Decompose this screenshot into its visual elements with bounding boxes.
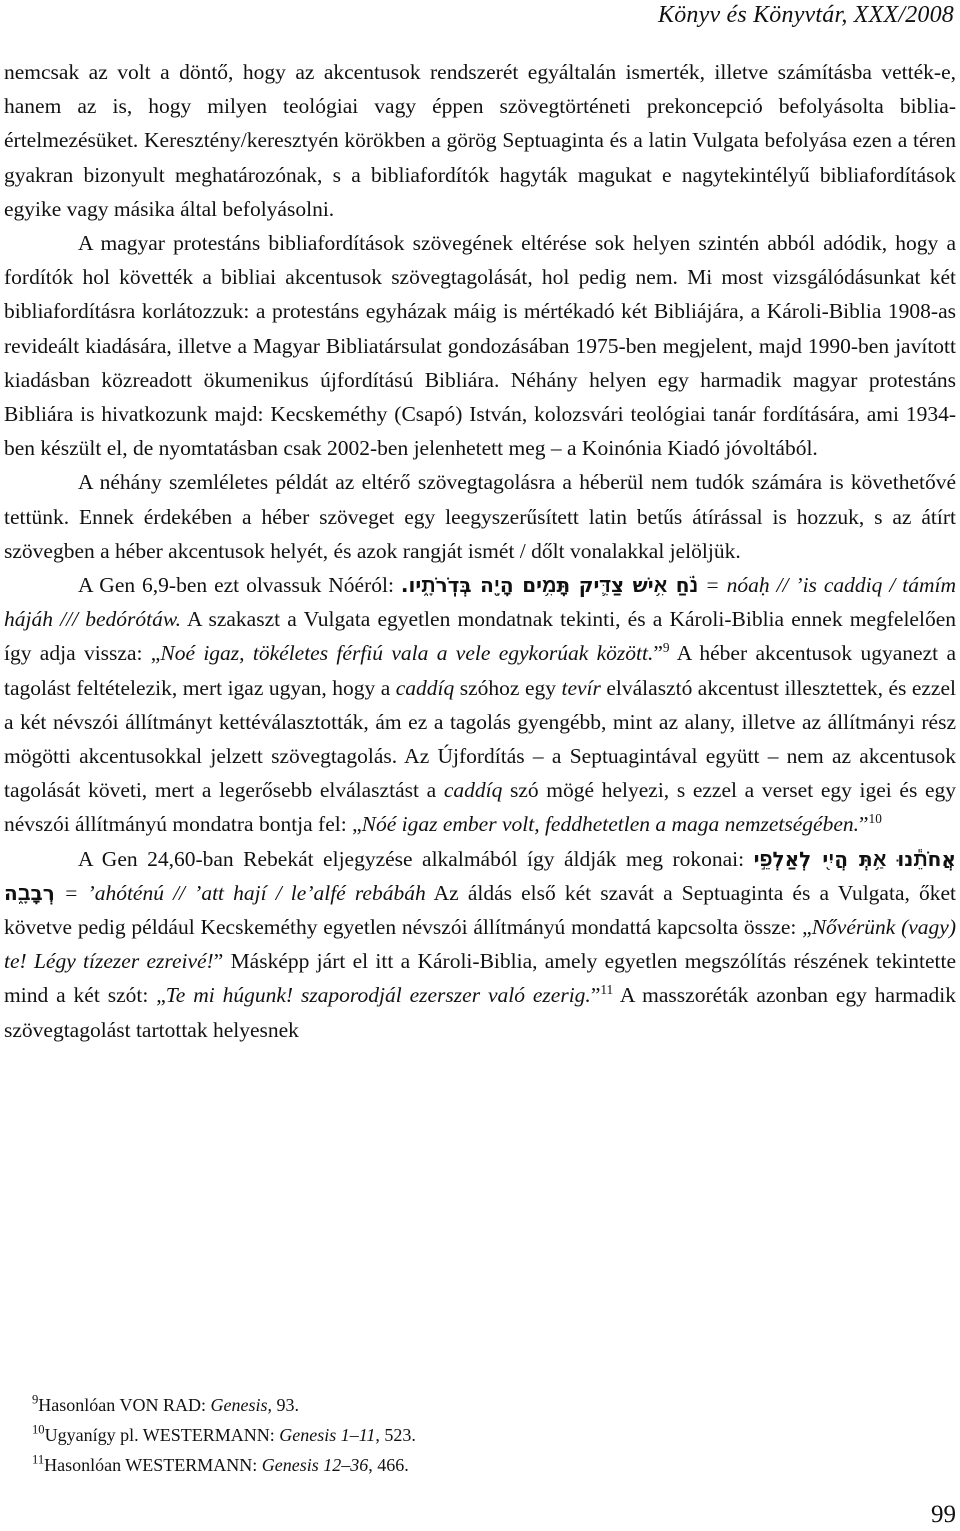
transliteration-gen-24-60: = ’ahóténú // ’att hají / le’alfé rebábáh — [63, 880, 426, 905]
footnote-9: $^9$Hasonlóan VON RAD: Genesis, 93. — [32, 1392, 299, 1415]
transliteration-gen-6-9: = nóaḥ // ’is caddiq / támím hájáh /// bedórótáw. — [4, 573, 956, 632]
paragraph-5: A Gen 24,60-ban Rebekát eljegyzése alkalmából így áldják meg rokonai: אֲחֹתֵ֕נוּ אַ֥תְּ הֲיִ֖י לְאַלְפֵ֣י רְבָבָ֑ה = ’ahóténú // ’att hají / le’alfé rebábáh Az áldás első két szavát a Septuaginta és a Vulgata, őket követve pedig például Kecskeméthy egyetlen névszói állítmányú mondattá kapcsolta össze: „Nővérünk (vagy) te! Légy tízezer ezreivé!” Másképp járt el itt a Károli-Biblia, amely egyetlen megszólítás részének tekintette mind a két szót: „Te mi húgunk! szaporodjál ezerszer való ezerig.”$^{11}$ A masszoréták azonban egy harmadik szövegtagolást tartottak helyesnek — [4, 846, 957, 1042]
footnote-ref-10[interactable]: 10 — [868, 811, 882, 827]
karoli-quote: Noé igaz, tökéletes férfiú vala a vele egykorúak között. — [160, 641, 654, 666]
ujforditas-quote: Nóé igaz ember volt, feddhetetlen a maga nemzetségében. — [361, 812, 859, 837]
gen-6-9-lead: A Gen 6,9-ben ezt olvassuk Nóéról: — [78, 573, 394, 598]
paragraph-4: A Gen 6,9-ben ezt olvassuk Nóéról: נֹ֗חַ אִ֥ישׁ צַדִּ֛יק תָּמִ֥ים הָיָ֖ה בְּדֹֽרֹתָ֑יו. = nóaḥ // ’is caddiq / támím hájáh /// bedórótáw. A szakaszt a Vulgata egyetlen mondatnak tekinti, és a Károli-Biblia ennek megfelelően így adja vissza: „Noé igaz, tökéletes férfiú vala a vele egykorúak között.”$^9$ A héber akcentusok ugyanezt a tagolást feltételezik, mert igaz ugyan, hogy a caddíq szóhoz egy tevír elválasztó akcentust illesztettek, és ezzel a két névszói állítmányt kettéválasztották, ám ez a tagolás gyengébb, mint az alany, illetve az állítmányi rész mögötti akcentusokkal jelzett szövegtagolás. Az Újfordítás – a Septuagintával együtt – nem az akcentusok tagolását követi, mert a legerősebb elválasztást a caddíq szó mögé helyezi, s ezzel a verset egy igei és egy névszói állítmányú mondatra bontja fel: „Nóé igaz ember volt, feddhetetlen a maga nemzetségében.”$^{10}$ — [4, 573, 957, 837]
hebrew-gen-24-60: אֲחֹתֵ֕נוּ אַ֥תְּ הֲיִ֖י לְאַלְפֵ֣י רְבָבָ֑ה — [4, 846, 956, 905]
body-text — [4, 55, 956, 1047]
gen-24-60-lead: A Gen 24,60-ban Rebekát eljegyzése alkalmából így áldják meg rokonai: — [78, 846, 745, 871]
footnote-10: $^{10}$Ugyanígy pl. WESTERMANN: Genesis 1–11, 523. — [32, 1422, 416, 1445]
footnote-11: $^{11}$Hasonlóan WESTERMANN: Genesis 12–36, 466. — [32, 1452, 409, 1475]
paragraph-2: A magyar protestáns bibliafordítások szövegének eltérése sok helyen szintén abból adódik, hogy a fordítók hol követték a bibliai akcentusok szövegtagolását, hol pedig nem. Mi most vizsgálódásunkat két bibliafordításra korlátozzuk: a protestáns egyházak máig is mértékadó két Bibliájára, a Károli-Biblia 1908-as revideált kiadására, illetve a Magyar Bibliatársulat gondozásában 1975-ben megjelent, majd 1990-ben javított kiadásban közreadott ökumenikus újfordítású Bibliára. Néhány helyen egy harmadik magyar protestáns Bibliára is hivatkozunk majd: Kecskeméthy (Csapó) István, kolozsvári teológiai tanár fordítására, ami 1934-ben készült el, de nyomtatásban csak 2002-ben jelenhetett meg – a Koinónia Kiadó jóvoltából. — [4, 231, 956, 461]
footnote-ref-11[interactable]: 11 — [600, 982, 614, 998]
paragraph-3: A néhány szemléletes példát az eltérő szövegtagolásra a héberül nem tudók számára is követhetővé tettünk. Ennek érdekében a héber szöveget egy leegyszerűsített latin betűs átírással is hozzuk, s az átírt szövegben a héber akcentusok helyét, és azok rangját ismét / dőlt vonalakkal jelöljük. — [4, 470, 956, 563]
page-number: 99 — [931, 1501, 956, 1528]
hebrew-gen-6-9: נֹ֗חַ אִ֥ישׁ צַדִּ֛יק תָּמִ֥ים הָיָ֖ה בְּדֹֽרֹתָ֑יו. — [400, 573, 699, 598]
footnote-ref-9[interactable]: 9 — [662, 640, 670, 656]
karoli-quote-2: Te mi húgunk! szaporodjál ezerszer való ezerig. — [165, 983, 591, 1008]
paragraph-1: nemcsak az volt a döntő, hogy az akcentusok rendszerét egyáltalán ismerték, illetve számításba vették-e, hanem az is, hogy milyen teológiai vagy éppen szövegtörténeti prekoncepció befolyásolta biblia-értelmezésüket. Keresztény/keresztyén körökben a görög Septuaginta és a latin Vulgata befolyása ezen a téren gyakran bizonyult meghatározónak, s a bibliafordítók hagyták magukat e nagytekintélyű bibliafordítások egyike vagy másika által befolyásolni. — [4, 60, 956, 221]
running-head: Könyv és Könyvtár, XXX/2008 — [657, 2, 954, 28]
footnotes — [4, 1390, 904, 1480]
kecskemethy-quote: Nővérünk (vagy) te! Légy tízezer ezreivé! — [4, 915, 956, 974]
